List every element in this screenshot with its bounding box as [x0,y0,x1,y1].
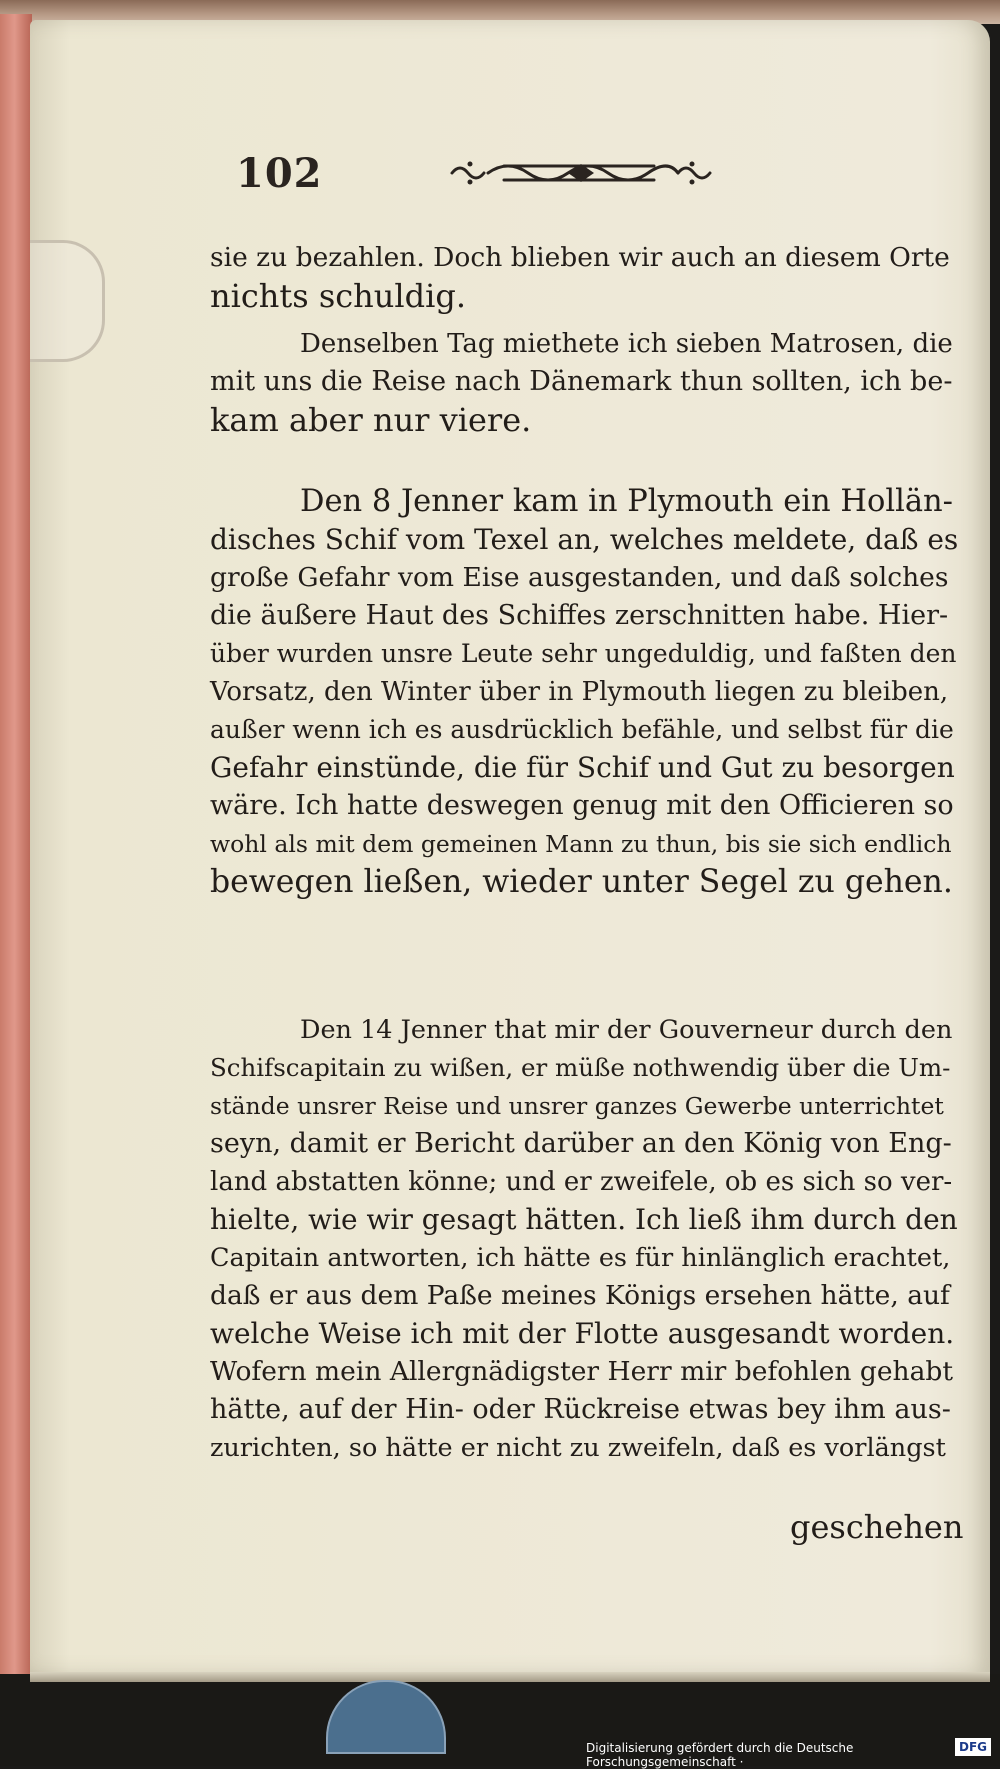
text-line: hätte, auf der Hin- oder Rückreise etwas bey ihm aus- [210,1394,951,1425]
text-line: Schifscapitain zu wißen, er müße nothwendig über die Um- [210,1053,951,1082]
text-line: wohl als mit dem gemeinen Mann zu thun, bis sie sich endlich [210,830,952,858]
text-line: welche Weise ich mit der Flotte ausgesandt worden. [210,1317,955,1350]
text-line: land abstatten könne; und er zweifele, ob es sich so ver- [210,1167,953,1197]
footer-credit: Digitalisierung gefördert durch die Deutsche Forschungsgemeinschaft · [586,1741,854,1769]
text-line: Denselben Tag miethete ich sieben Matrosen, die [300,329,953,359]
text-line: sie zu bezahlen. Doch blieben wir auch an diesem Orte [210,242,950,273]
text-line: große Gefahr vom Eise ausgestanden, und daß solches [210,562,949,593]
text-line: Den 14 Jenner that mir der Gouverneur durch den [300,1015,953,1045]
text-line: Den 8 Jenner kam in Plymouth ein Hollän- [300,484,953,519]
text-line: kam aber nur viere. [210,401,532,439]
text-line: nichts schuldig. [210,277,466,315]
text-line: Wofern mein Allergnädigster Herr mir befohlen gehabt [210,1356,954,1387]
text-line: zurichten, so hätte er nicht zu zweifeln, daß es vorlängst [210,1433,946,1463]
catchword: geschehen [790,1508,964,1546]
book-bottom-edge [30,1672,990,1682]
text-line: die äußere Haut des Schiffes zerschnitten habe. Hier- [210,600,949,631]
ornament-icon [448,154,714,192]
text-line: bewegen ließen, wieder unter Segel zu gehen. [210,864,953,900]
text-line: disches Schif vom Texel an, welches meldete, daß es [210,523,959,556]
text-line: über wurden unsre Leute sehr ungeduldig, und faßten den [210,639,957,668]
text-line: hielte, wie wir gesagt hätten. Ich ließ ihm durch den [210,1203,958,1236]
text-line: stände unsrer Reise und unsrer ganzes Gewerbe unterrichtet [210,1092,944,1120]
text-line: wäre. Ich hatte deswegen genug mit den Officieren so [210,790,954,821]
text-line: außer wenn ich es ausdrücklich befähle, und selbst für die [210,715,954,744]
page-number: 102 [236,150,323,197]
dfg-logo: DFG [955,1738,991,1756]
page-clip [30,240,105,362]
text-line: Vorsatz, den Winter über in Plymouth liegen zu bleiben, [210,677,949,707]
text-line: mit uns die Reise nach Dänemark thun sollten, ich be- [210,366,953,397]
text-line: Gefahr einstünde, die für Schif und Gut zu besorgen [210,751,955,784]
text-line: Capitain antworten, ich hätte es für hinlänglich erachtet, [210,1243,951,1273]
text-line: seyn, damit er Bericht darüber an den König von Eng- [210,1128,952,1159]
book-cover-edge [0,14,32,1674]
text-line: daß er aus dem Paße meines Königs ersehen hätte, auf [210,1280,950,1311]
